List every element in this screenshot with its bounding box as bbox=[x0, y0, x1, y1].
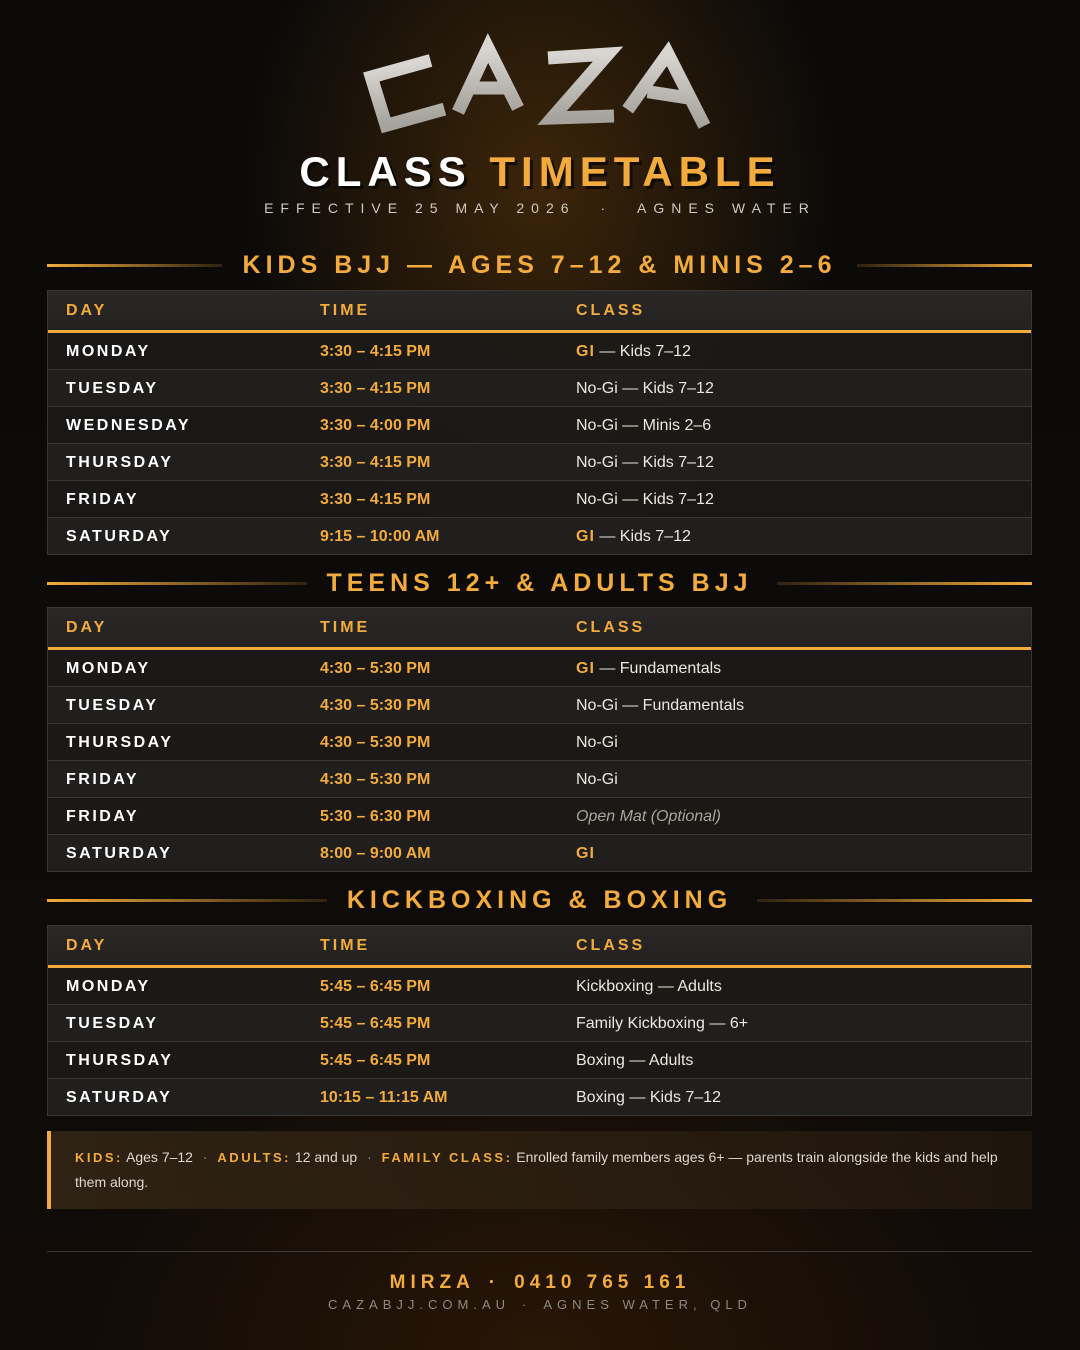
section-title-adults: TEENS 12+ & ADULTS BJJ bbox=[326, 569, 753, 597]
col-time: TIME bbox=[320, 937, 371, 954]
row-class bbox=[576, 1015, 748, 1033]
class-description: Boxing — Adults bbox=[576, 1052, 694, 1069]
table-row bbox=[48, 518, 1031, 554]
adults-table bbox=[47, 607, 1032, 872]
row-class bbox=[576, 808, 721, 826]
col-day: DAY bbox=[66, 302, 108, 319]
row-time: 5:45 – 6:45 PM bbox=[320, 1052, 431, 1069]
class-description: — Kids 7–12 bbox=[594, 528, 691, 545]
class-description: — Kids 7–12 bbox=[594, 343, 691, 360]
row-time: 5:30 – 6:30 PM bbox=[320, 808, 431, 825]
section-title-kids: KIDS BJJ — AGES 7–12 & MINIS 2–6 bbox=[242, 251, 837, 279]
row-class bbox=[576, 343, 691, 361]
row-time: 4:30 – 5:30 PM bbox=[320, 734, 431, 751]
contact-phone[interactable]: 0410 765 161 bbox=[514, 1272, 691, 1293]
class-description: No-Gi — Kids 7–12 bbox=[576, 380, 714, 397]
row-day: SATURDAY bbox=[66, 845, 173, 862]
table-header bbox=[48, 926, 1031, 968]
subtitle-location: AGNES WATER bbox=[637, 200, 816, 216]
col-class: CLASS bbox=[576, 937, 646, 954]
class-description: No-Gi — Fundamentals bbox=[576, 697, 745, 714]
class-description: No-Gi — Kids 7–12 bbox=[576, 454, 714, 471]
title-class: CLASS bbox=[299, 148, 472, 195]
row-time: 4:30 – 5:30 PM bbox=[320, 771, 431, 788]
row-class bbox=[576, 417, 711, 435]
row-day: WEDNESDAY bbox=[66, 417, 192, 434]
website-line: CAZABJJ.COM.AU · AGNES WATER, QLD bbox=[328, 1297, 752, 1312]
table-row bbox=[48, 407, 1031, 444]
row-class bbox=[576, 1052, 693, 1070]
note-family-text: Enrolled family members ages 6+ — parents train alongside the kids and help them along. bbox=[75, 1149, 998, 1190]
row-time: 3:30 – 4:15 PM bbox=[320, 454, 431, 471]
row-day: THURSDAY bbox=[66, 734, 174, 751]
row-class bbox=[576, 771, 618, 789]
row-class bbox=[576, 380, 714, 398]
gi-tag: GI bbox=[576, 660, 595, 677]
table-row bbox=[48, 1005, 1031, 1042]
row-class bbox=[576, 454, 714, 472]
col-class: CLASS bbox=[576, 302, 646, 319]
class-description: No-Gi bbox=[576, 734, 618, 751]
col-day: DAY bbox=[66, 619, 108, 636]
contact-line: MIRZA · 0410 765 161 bbox=[389, 1272, 691, 1293]
row-class bbox=[576, 734, 618, 752]
row-day: MONDAY bbox=[66, 978, 151, 995]
table-row bbox=[48, 1042, 1031, 1079]
row-class bbox=[576, 491, 714, 509]
subtitle bbox=[0, 200, 1080, 216]
row-time: 3:30 – 4:15 PM bbox=[320, 491, 431, 508]
footer-region: AGNES WATER, QLD bbox=[543, 1297, 752, 1312]
website-link[interactable]: CAZABJJ.COM.AU bbox=[328, 1297, 511, 1312]
effective-date: EFFECTIVE 25 MAY 2026 bbox=[264, 200, 576, 216]
class-description: No-Gi bbox=[576, 771, 618, 788]
row-time: 5:45 – 6:45 PM bbox=[320, 1015, 431, 1032]
row-time: 3:30 – 4:15 PM bbox=[320, 380, 431, 397]
table-row bbox=[48, 370, 1031, 407]
gi-tag: GI bbox=[576, 528, 595, 545]
note-kids-text: Ages 7–12 bbox=[126, 1149, 193, 1165]
table-row bbox=[48, 650, 1031, 687]
row-day: MONDAY bbox=[66, 343, 151, 360]
gi-tag: GI bbox=[576, 343, 595, 360]
caza-logo bbox=[340, 30, 740, 140]
table-row bbox=[48, 724, 1031, 761]
title-timetable: TIMETABLE bbox=[489, 148, 781, 195]
row-time: 5:45 – 6:45 PM bbox=[320, 978, 431, 995]
row-day: MONDAY bbox=[66, 660, 151, 677]
age-note: KIDS: Ages 7–12 · ADULTS: 12 and up · FAMILY CLASS: Enrolled family members ages 6+ — parents train alongside the kids and help them along. bbox=[47, 1131, 1032, 1209]
class-description: Open Mat (Optional) bbox=[576, 808, 721, 825]
table-row bbox=[48, 333, 1031, 370]
col-class: CLASS bbox=[576, 619, 646, 636]
row-class bbox=[576, 660, 721, 678]
class-description: No-Gi — Minis 2–6 bbox=[576, 417, 712, 434]
table-row bbox=[48, 481, 1031, 518]
col-time: TIME bbox=[320, 619, 371, 636]
section-heading-adults bbox=[47, 563, 1032, 603]
row-day: THURSDAY bbox=[66, 454, 174, 471]
row-day: SATURDAY bbox=[66, 528, 173, 545]
col-day: DAY bbox=[66, 937, 108, 954]
table-row bbox=[48, 968, 1031, 1005]
contact-name: MIRZA bbox=[389, 1272, 475, 1293]
table-row bbox=[48, 835, 1031, 871]
row-time: 8:00 – 9:00 AM bbox=[320, 845, 431, 862]
row-class bbox=[576, 697, 744, 715]
note-adults-label: ADULTS: bbox=[217, 1150, 292, 1165]
table-row bbox=[48, 444, 1031, 481]
page-title bbox=[0, 148, 1080, 196]
row-day: FRIDAY bbox=[66, 491, 140, 508]
gi-tag: GI bbox=[576, 845, 595, 862]
note-kids-label: KIDS: bbox=[75, 1150, 123, 1165]
table-row bbox=[48, 798, 1031, 835]
row-day: THURSDAY bbox=[66, 1052, 174, 1069]
table-row bbox=[48, 687, 1031, 724]
table-header bbox=[48, 291, 1031, 333]
section-heading-kids bbox=[47, 245, 1032, 285]
row-class bbox=[576, 978, 722, 996]
row-time: 9:15 – 10:00 AM bbox=[320, 528, 440, 545]
class-description: Boxing — Kids 7–12 bbox=[576, 1089, 721, 1106]
table-row bbox=[48, 1079, 1031, 1115]
row-day: FRIDAY bbox=[66, 808, 140, 825]
note-adults-text: 12 and up bbox=[294, 1149, 358, 1165]
table-row bbox=[48, 761, 1031, 798]
subtitle-separator: · bbox=[600, 200, 613, 216]
note-family-label: FAMILY CLASS: bbox=[381, 1150, 513, 1165]
class-description: No-Gi — Kids 7–12 bbox=[576, 491, 714, 508]
row-day: FRIDAY bbox=[66, 771, 140, 788]
class-description: Family Kickboxing — 6+ bbox=[576, 1015, 749, 1032]
row-class bbox=[576, 1089, 721, 1107]
kids-table bbox=[47, 290, 1032, 555]
section-title-kickboxing: KICKBOXING & BOXING bbox=[346, 886, 733, 914]
row-time: 4:30 – 5:30 PM bbox=[320, 660, 431, 677]
row-day: TUESDAY bbox=[66, 1015, 159, 1032]
row-time: 10:15 – 11:15 AM bbox=[320, 1089, 448, 1106]
section-heading-kickboxing bbox=[47, 880, 1032, 920]
row-day: TUESDAY bbox=[66, 380, 159, 397]
col-time: TIME bbox=[320, 302, 371, 319]
class-description: Kickboxing — Adults bbox=[576, 978, 722, 995]
row-time: 4:30 – 5:30 PM bbox=[320, 697, 431, 714]
row-day: SATURDAY bbox=[66, 1089, 173, 1106]
row-day: TUESDAY bbox=[66, 697, 159, 714]
row-class bbox=[576, 845, 595, 863]
kickboxing-table bbox=[47, 925, 1032, 1116]
table-header bbox=[48, 608, 1031, 650]
row-time: 3:30 – 4:00 PM bbox=[320, 417, 431, 434]
footer-divider bbox=[47, 1251, 1032, 1252]
row-time: 3:30 – 4:15 PM bbox=[320, 343, 431, 360]
row-class bbox=[576, 528, 691, 546]
class-description: — Fundamentals bbox=[594, 660, 722, 677]
